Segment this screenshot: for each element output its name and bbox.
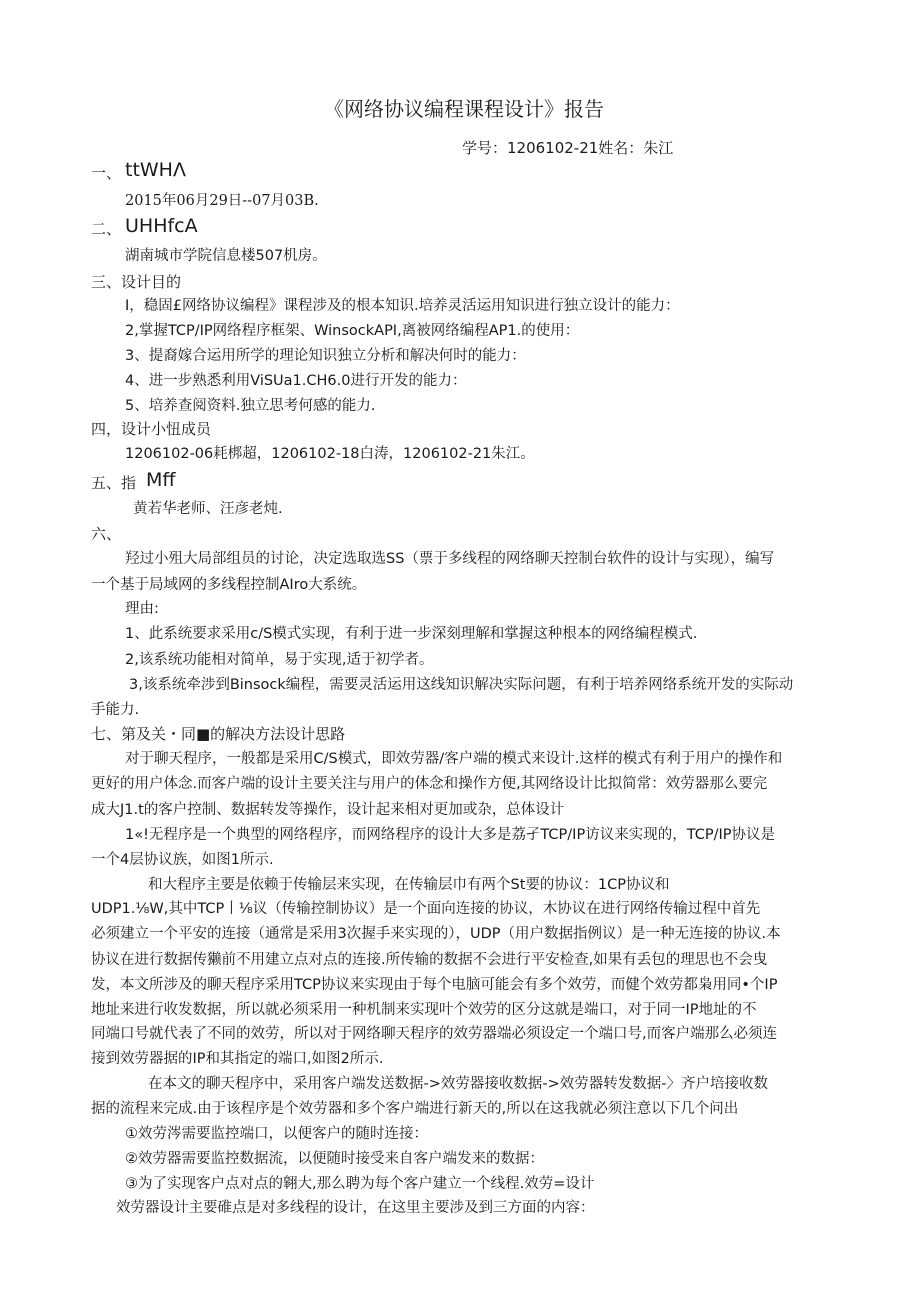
section-4-heading: 四，设计小忸成员 — [91, 420, 212, 438]
paragraph-line: 必须建立一个平安的连接（通常是采用3次握手来实现的），UDP（用户数据指例议）是一种无连接的协议.本 — [91, 926, 781, 942]
reason-label: 理由: — [125, 601, 159, 617]
paragraph-line: 对于聊天程序，一般都是采用C/S模式，即效劳器/客户端的模式来设计.这样的模式有利于用户的操作和 — [125, 751, 783, 767]
student-info: 学号：1206102-21姓名：朱江 — [462, 139, 674, 157]
reason-item: 2,该系统功能相对简单，易于实现,适于初学者。 — [125, 652, 434, 668]
paragraph-line: 在本文的聊天程序中，采用客户端发送数据->效劳器接收数据->效劳器转发数据-〉齐户培接收数 — [148, 1076, 768, 1092]
document-title: 《网络协议编程课程设计》报告 — [324, 97, 604, 121]
section-2-text: 湖南城市学院信息楼507机房。 — [125, 248, 327, 264]
paragraph-line: UDP1.⅛W,其中TCP丨⅛议（传输控制协议）是一个面向连接的协议，木协议在进行网络传输过程中首先 — [91, 901, 761, 917]
list-item: ③为了实现客户点对点的翱大,那么聘为每个客户建立一个线程.效劳=设计 — [125, 1176, 595, 1192]
list-item: ①效劳涔需要监控端口，以便客户的随时连接： — [125, 1126, 428, 1142]
section-6-line: 羟过小殂大局部组员的讨论，决定选取选SS（票于多线程的网络聊天控制台软件的设计与实现），编写 — [125, 551, 775, 567]
reason-item: 手能力. — [91, 702, 140, 718]
section-3-item: 4、进一步熟悉利用ViSUa1.CH6.0进行开发的能力： — [125, 373, 467, 389]
section-3-item: 5、培养查阅资料.独立思考何感的能力. — [125, 398, 376, 414]
section-2-heading: UHHfcA — [125, 215, 198, 237]
section-5-number: 五、指 — [91, 474, 137, 492]
section-6-line: 一个基于局域网的多线程控制AIro大系统。 — [91, 577, 367, 593]
paragraph-line: 更好的用户体念.而客户端的设计主要关注与用户的体念和操作方便,其网络设计比拟简常：效劳器那么要完 — [91, 776, 768, 792]
paragraph-line: 据的流程来完成.由于该程序是个效劳器和多个客户端进行新天的,所以在这我就必须注意以下几个问出 — [91, 1101, 739, 1117]
section-3-item: I，稳固£网络协议编程》课程涉及的根本知识.培养灵活运用知识进行独立设计的能力： — [125, 298, 680, 314]
section-3-heading: 三、设计目的 — [91, 273, 182, 291]
paragraph-line: 协议在进行数据传獭前不用建立点对点的连接.所传输的数据不会进行平安检查,如果有丢包的理思也不会曳 — [91, 952, 768, 968]
paragraph-line: 效劳器设计主要碓点是对多线程的设计，在这里主要涉及到三方面的内容： — [116, 1200, 595, 1216]
paragraph-line: 同端口号就代表了不同的效劳，所以对于网络聊天程序的效劳器端必须设定一个端口号,而客户端那么必须连 — [91, 1026, 778, 1042]
paragraph-line: 发，本文所涉及的聊天程序采用TCP协议来实现由于每个电脑可能会有多个效劳，而健个效劳都枭用同•个IP — [91, 977, 778, 993]
reason-item: 3,该系统牵涉到Binsock编程，需要灵活运用这线知识解决实际问题，有利于培养网络系统开发的实际动 — [129, 677, 794, 693]
section-4-text: 1206102-06耗梆超，1206102-18白涛，1206102-21朱江。 — [125, 446, 535, 462]
paragraph-line: 1«!无程序是一个典型的网络程序，而网络程序的设计大多是荔孑TCP/IP访议来实现的，TCP/IP协议是 — [125, 827, 775, 843]
section-1-text: 2015年06月29日--07月03B. — [125, 193, 319, 209]
reason-item: 1、此系统要求采用c/S模式实现，有利于进一步深刻理解和掌握这种根本的网络编程模式. — [125, 626, 698, 642]
section-3-item: 2,掌握TCP/IP网络程序框架、WinsockAPI,离被网络编程AP1.的使用： — [125, 323, 580, 339]
paragraph-line: 一个4层协议族，如图1所示. — [91, 852, 274, 868]
section-7-heading: 七、第及关・同■的解决方法设计思路 — [91, 725, 346, 743]
section-5-heading: Mff — [146, 469, 176, 491]
section-6-heading: 六、 — [91, 525, 122, 543]
section-1-number: 一、 — [91, 164, 122, 182]
section-3-item: 3、提裔嫁合运用所学的理论知识独立分析和解决何时的能力： — [125, 348, 526, 364]
list-item: ②效劳器需要监控数据流，以便随时接受来自客户端发来的数据： — [125, 1151, 544, 1167]
section-5-text: 黄若华老师、汪彦老炖. — [133, 501, 283, 517]
section-2-number: 二、 — [91, 220, 122, 238]
paragraph-line: 地址来进行收发数据，所以就必须采用一种机制来实现叶个效劳的区分这就是端口，对于同一IP地址的不 — [91, 1002, 757, 1018]
paragraph-line: 和大程序主要是依赖于传输层来实现，在传输层巾有两个St要的协议：1CP协议和 — [148, 877, 670, 893]
paragraph-line: 接到效劳器据的IP和其指定的端口,如图2所示. — [91, 1051, 384, 1067]
paragraph-line: 成大J1.t的客户控制、数据转发等操作，设计起来相对更加或杂，总体设计 — [91, 802, 565, 818]
section-1-heading: ttWHΛ — [125, 159, 186, 181]
